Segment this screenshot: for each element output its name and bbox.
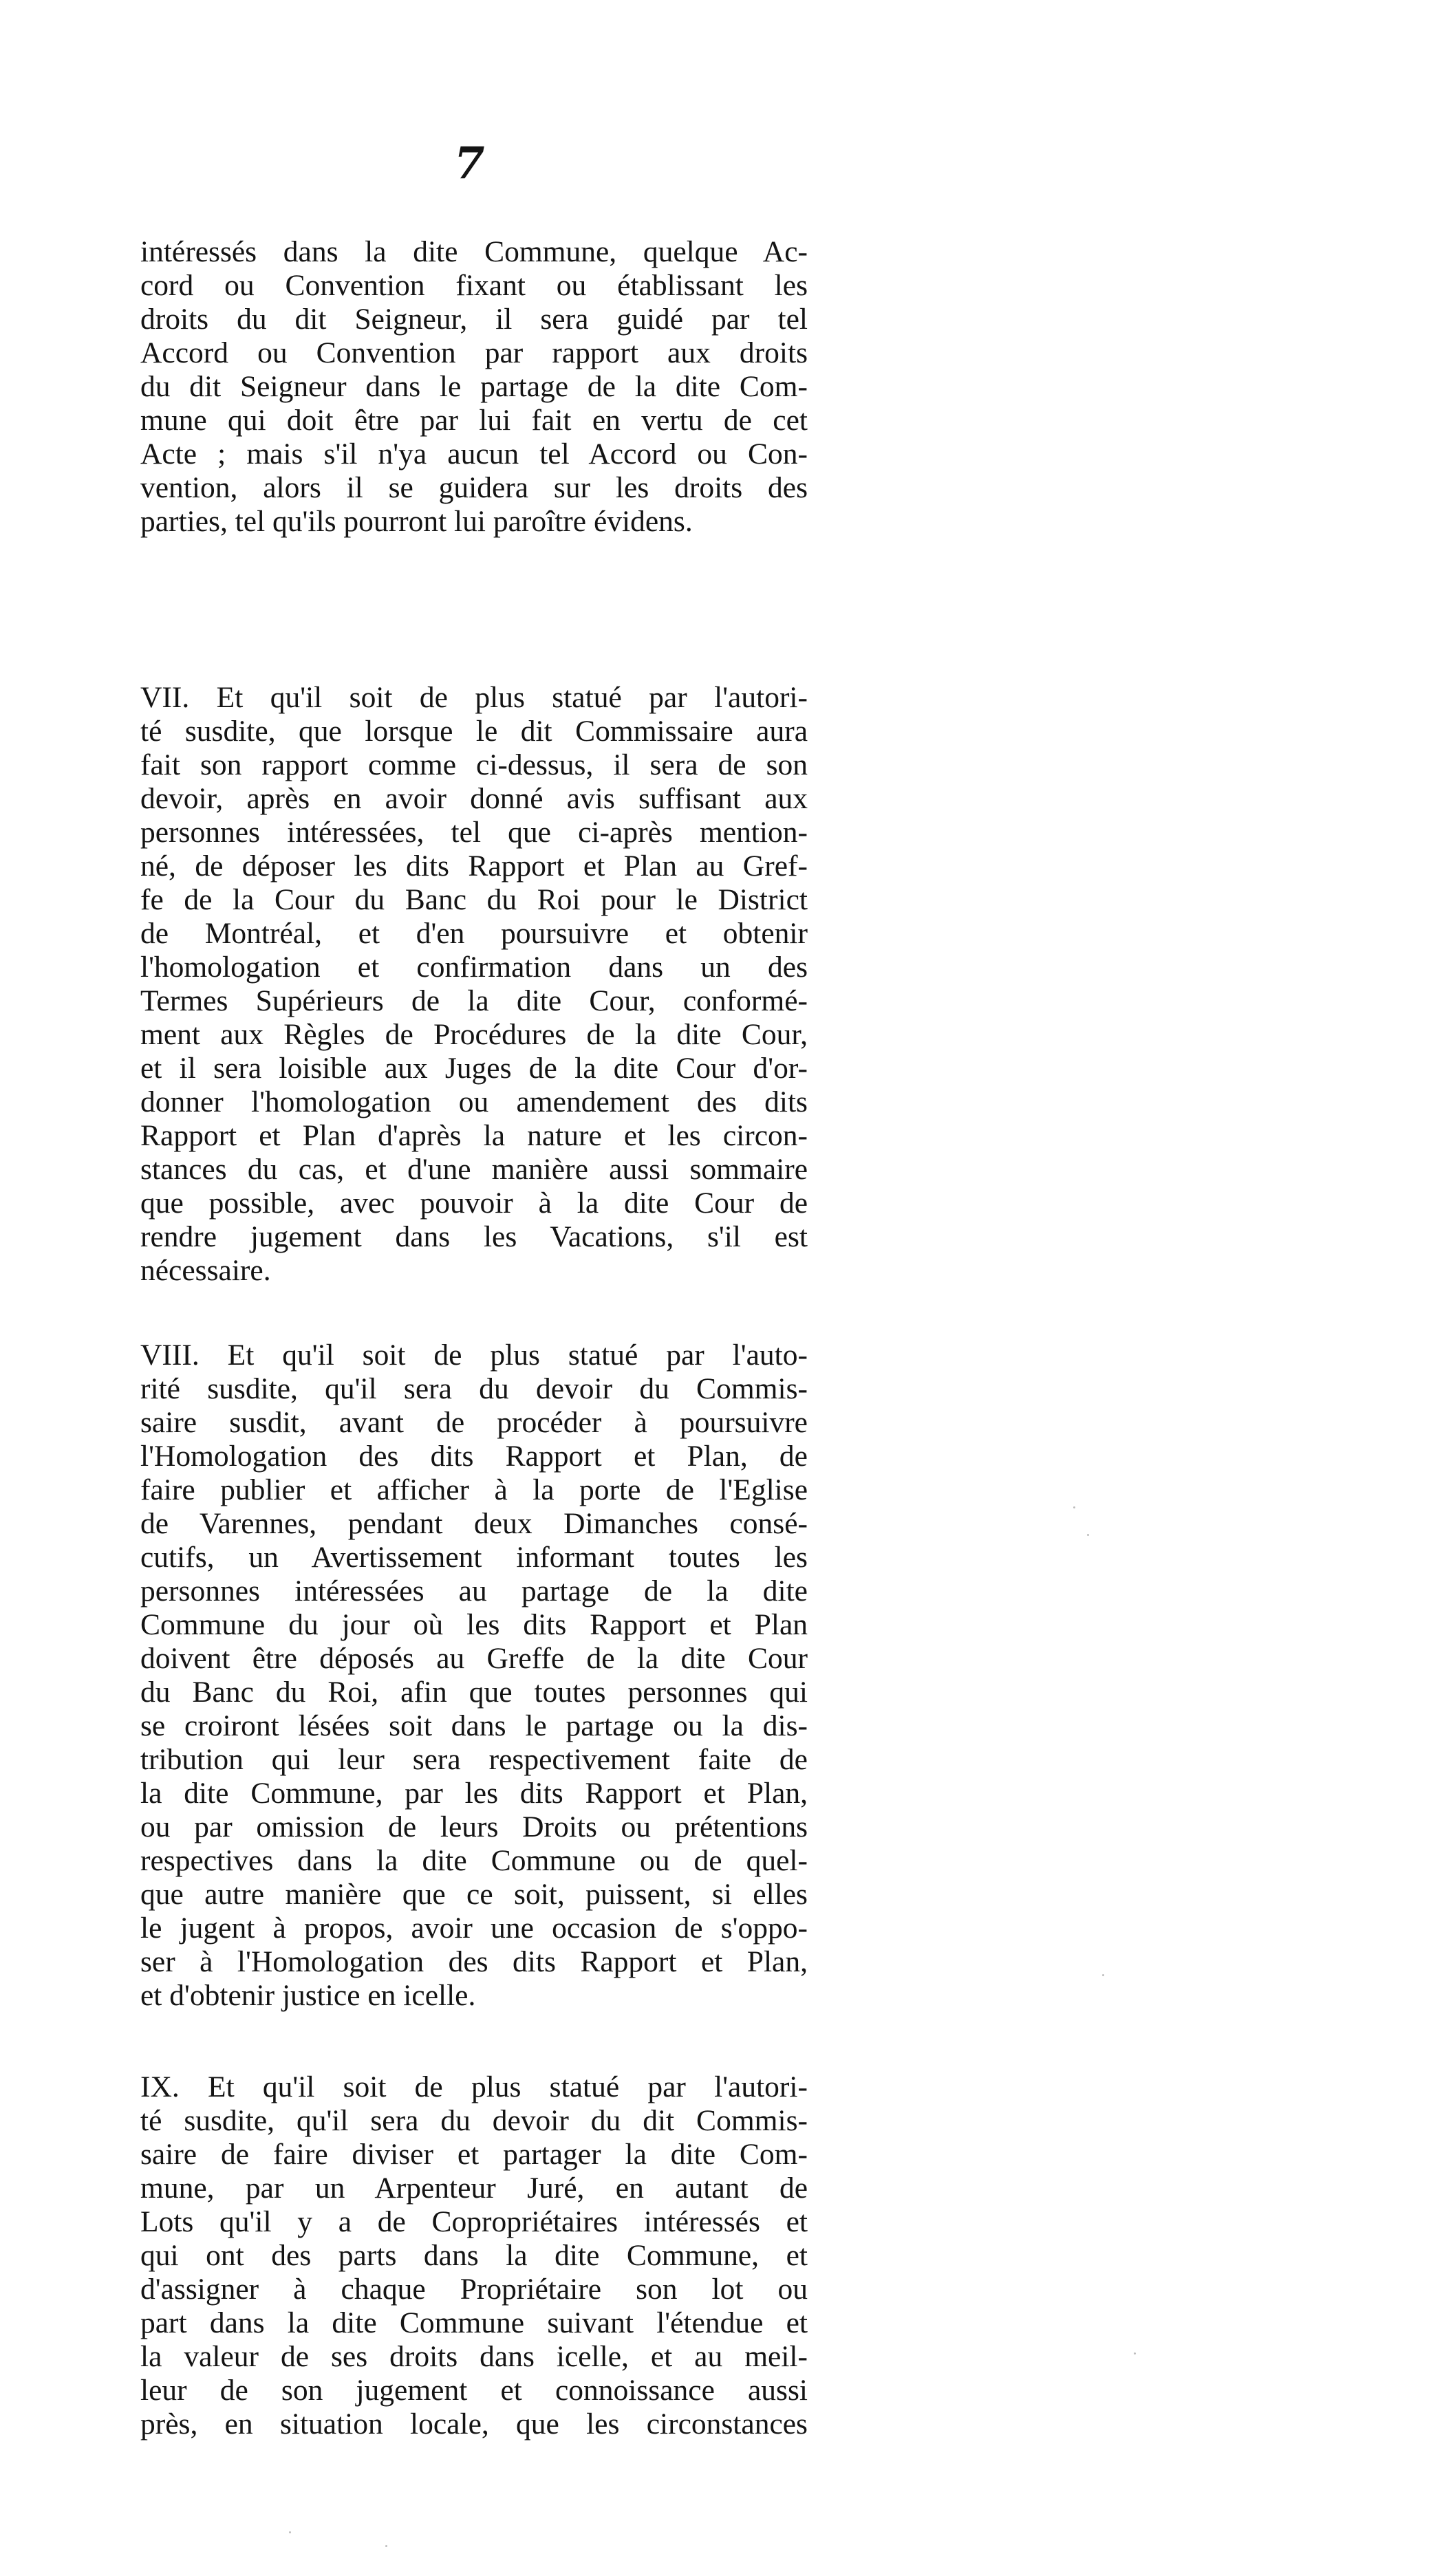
text-line: nécessaire. — [140, 1254, 271, 1287]
text-line: et il sera loisible aux Juges de la dite Cour d'or- — [140, 1052, 808, 1085]
text-line: du dit Seigneur dans le partage de la dite Com- — [140, 370, 808, 403]
paper-speck — [1102, 1974, 1104, 1976]
section-ix — [140, 2070, 808, 2441]
paper-speck — [1073, 1506, 1075, 1508]
text-line: intéressés dans la dite Commune, quelque Ac- — [140, 235, 808, 268]
text-line: fe de la Cour du Banc du Roi pour le District — [140, 883, 808, 916]
text-line: du Banc du Roi, afin que toutes personnes qui — [140, 1676, 808, 1709]
text-line: et d'obtenir justice en icelle. — [140, 1979, 476, 2012]
text-line: près, en situation locale, que les circonstances — [140, 2407, 808, 2440]
text-line: mune, par un Arpenteur Juré, en autant de — [140, 2172, 808, 2205]
text-line: fait son rapport comme ci-dessus, il sera de son — [140, 748, 808, 781]
text-line: né, de déposer les dits Rapport et Plan au Gref- — [140, 849, 808, 883]
paper-speck — [385, 2545, 387, 2547]
text-line: saire susdit, avant de procéder à poursuivre — [140, 1406, 808, 1439]
text-line: l'homologation et confirmation dans un des — [140, 951, 808, 984]
text-line: donner l'homologation ou amendement des dits — [140, 1085, 808, 1118]
text-line: vention, alors il se guidera sur les droits des — [140, 471, 808, 504]
text-line: l'Homologation des dits Rapport et Plan, de — [140, 1440, 808, 1473]
section-viii — [140, 1339, 808, 2013]
paper-speck — [289, 2531, 291, 2533]
text-line: que possible, avec pouvoir à la dite Cour de — [140, 1187, 808, 1220]
text-line: la valeur de ses droits dans icelle, et au meil- — [140, 2340, 808, 2373]
text-line: stances du cas, et d'une manière aussi sommaire — [140, 1153, 808, 1186]
text-line: se croiront lésées soit dans le partage ou la dis- — [140, 1709, 808, 1742]
text-line: droits du dit Seigneur, il sera guidé par tel — [140, 303, 808, 336]
text-line: d'assigner à chaque Propriétaire son lot ou — [140, 2273, 808, 2306]
text-line: Accord ou Convention par rapport aux droits — [140, 336, 808, 369]
text-line: té susdite, qu'il sera du devoir du dit Commis- — [140, 2104, 808, 2137]
text-line: rendre jugement dans les Vacations, s'il est — [140, 1220, 808, 1253]
text-line: mune qui doit être par lui fait en vertu de cet — [140, 404, 808, 437]
paper-speck — [1087, 1534, 1089, 1536]
text-line: VIII. Et qu'il soit de plus statué par l'auto- — [140, 1339, 808, 1372]
text-line: personnes intéressées au partage de la dite — [140, 1574, 808, 1608]
text-line: devoir, après en avoir donné avis suffisant aux — [140, 782, 808, 815]
text-line: cutifs, un Avertissement informant toutes les — [140, 1541, 808, 1574]
text-line: IX. Et qu'il soit de plus statué par l'autori- — [140, 2070, 808, 2103]
text-line: de Montréal, et d'en poursuivre et obtenir — [140, 917, 808, 950]
text-line: Rapport et Plan d'après la nature et les circon- — [140, 1119, 808, 1152]
paragraph-continuation — [140, 235, 808, 539]
text-line: VII. Et qu'il soit de plus statué par l'autori- — [140, 681, 808, 714]
text-line: personnes intéressées, tel que ci-après mention- — [140, 816, 808, 849]
text-line: faire publier et afficher à la porte de l'Eglise — [140, 1473, 808, 1506]
section-vii — [140, 681, 808, 1288]
text-line: qui ont des parts dans la dite Commune, et — [140, 2239, 808, 2272]
text-line: ou par omission de leurs Droits ou prétentions — [140, 1810, 808, 1843]
text-line: cord ou Convention fixant ou établissant les — [140, 269, 808, 302]
text-line: Termes Supérieurs de la dite Cour, conformé- — [140, 984, 808, 1017]
page-number: 7 — [454, 138, 485, 189]
text-line: Acte ; mais s'il n'ya aucun tel Accord ou Con- — [140, 437, 808, 470]
text-line: le jugent à propos, avoir une occasion de s'oppo- — [140, 1912, 808, 1945]
text-line: rité susdite, qu'il sera du devoir du Commis- — [140, 1372, 808, 1405]
text-line: leur de son jugement et connoissance aussi — [140, 2374, 808, 2407]
text-line: doivent être déposés au Greffe de la dite Cour — [140, 1642, 808, 1675]
text-line: tribution qui leur sera respectivement faite de — [140, 1743, 808, 1776]
text-line: de Varennes, pendant deux Dimanches consé- — [140, 1507, 808, 1540]
text-line: ser à l'Homologation des dits Rapport et Plan, — [140, 1945, 808, 1978]
text-line: parties, tel qu'ils pourront lui paroître évidens. — [140, 505, 693, 538]
text-line: que autre manière que ce soit, puissent, si elles — [140, 1878, 808, 1911]
text-line: ment aux Règles de Procédures de la dite Cour, — [140, 1018, 808, 1051]
text-line: saire de faire diviser et partager la dite Com- — [140, 2138, 808, 2171]
text-line: part dans la dite Commune suivant l'étendue et — [140, 2306, 808, 2339]
text-line: respectives dans la dite Commune ou de quel- — [140, 1844, 808, 1877]
text-line: la dite Commune, par les dits Rapport et Plan, — [140, 1777, 808, 1810]
text-line: Lots qu'il y a de Copropriétaires intéressés et — [140, 2205, 808, 2238]
text-line: té susdite, que lorsque le dit Commissaire aura — [140, 715, 808, 748]
text-line: Commune du jour où les dits Rapport et Plan — [140, 1608, 808, 1641]
paper-speck — [1134, 2352, 1136, 2355]
